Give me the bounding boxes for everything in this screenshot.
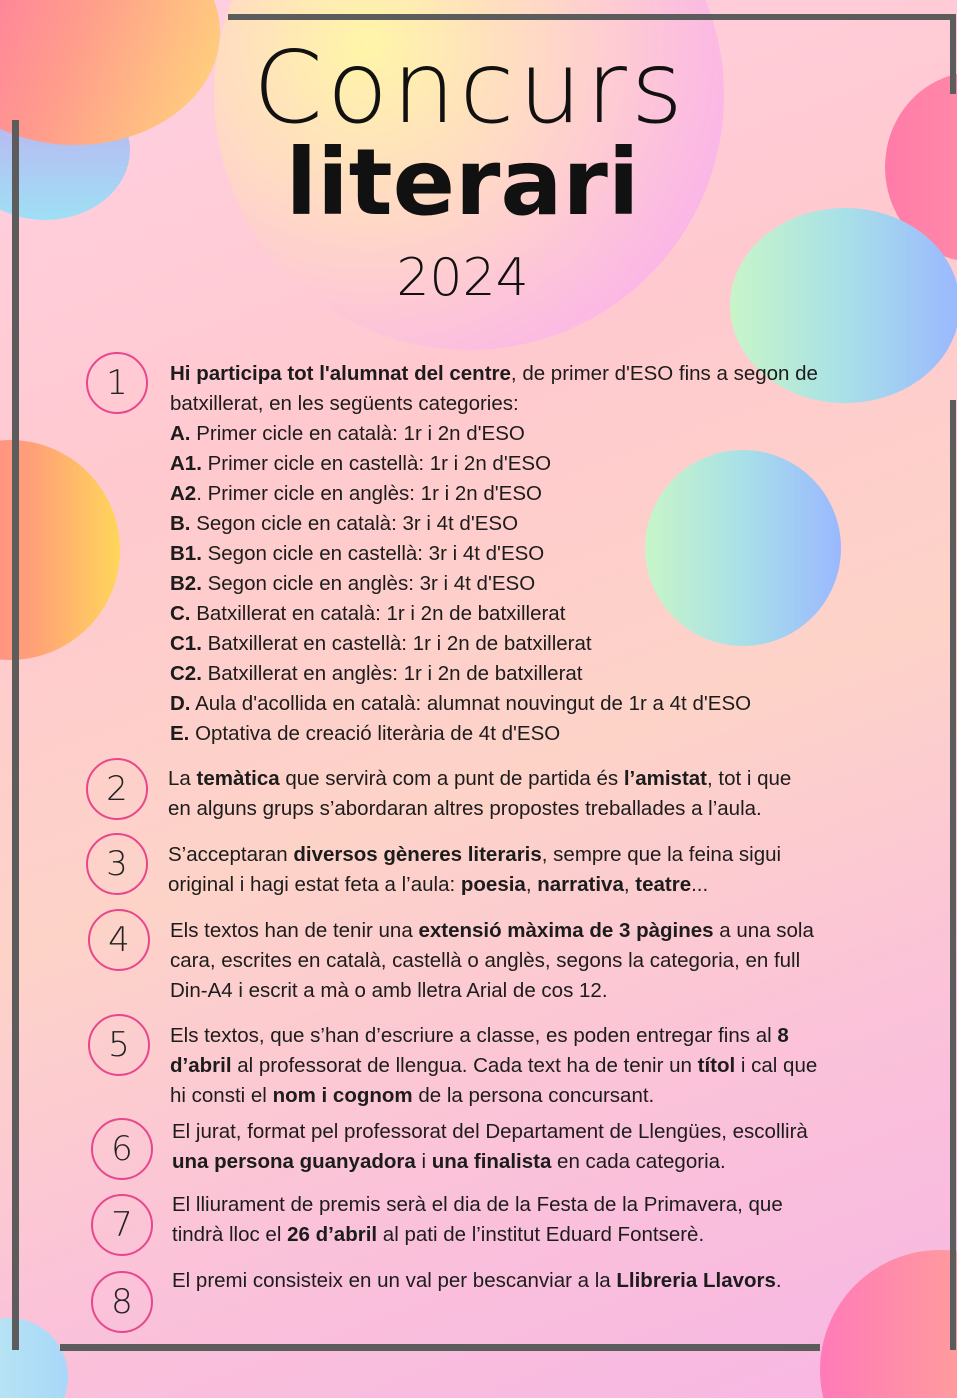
rule-text: a una sola [713, 919, 814, 942]
category-code: B. [170, 512, 191, 535]
rule-text: La [168, 767, 197, 790]
category-text: Primer cicle en català: 1r i 2n d'ESO [190, 422, 525, 445]
rule-4-line-1 [170, 916, 814, 946]
rule-text: , sempre que la feina sigui [541, 843, 782, 866]
category-text: Primer cicle en castellà: 1r i 2n d'ESO [201, 452, 552, 475]
frame-line-right [950, 14, 956, 94]
rule-highlight: d’abril [170, 1054, 232, 1077]
rule-6-line-1: El jurat, format pel professorat del Departament de Llengües, escollirà [172, 1120, 808, 1143]
category-b1 [170, 539, 818, 569]
decorative-circle-bottom-right [820, 1250, 957, 1398]
category-code: D. [170, 692, 191, 715]
category-text: Batxillerat en castellà: 1r i 2n de batxillerat [201, 632, 592, 655]
rule-highlight: narrativa [537, 873, 624, 896]
rule-text: ... [691, 873, 709, 896]
decorative-circle-bottom-left [0, 1318, 68, 1398]
rule-text: i cal que [735, 1054, 818, 1077]
category-text: Batxillerat en anglès: 1r i 2n de batxillerat [201, 662, 583, 685]
rule-highlight: títol [697, 1054, 736, 1077]
rule-highlight: l’amistat [623, 767, 707, 790]
category-text: . Primer cicle en anglès: 1r i 2n d'ESO [196, 482, 542, 505]
category-c [170, 599, 818, 629]
category-e [170, 719, 818, 749]
rule-text: Els textos, que s’han d’escriure a classe, es poden entregar fins al [170, 1024, 778, 1047]
rule-number-7: 7 [91, 1194, 153, 1256]
rule-4-line-2: cara, escrites en català, castellà o anglès, segons la categoria, en full [170, 949, 801, 972]
title-concurs: Concurs [253, 29, 687, 146]
rule-number-1: 1 [86, 352, 148, 414]
rule-text: tindrà lloc el [172, 1223, 288, 1246]
rule-5-line-2 [170, 1051, 817, 1081]
rule-text: hi consti el [170, 1084, 273, 1107]
category-code: A2 [170, 482, 197, 505]
category-d [170, 689, 818, 719]
rule-6-line-2 [172, 1147, 808, 1177]
rule-1 [170, 359, 818, 749]
category-code: B1. [170, 542, 202, 565]
category-text: Segon cicle en anglès: 3r i 4t d'ESO [201, 572, 536, 595]
category-a1 [170, 449, 818, 479]
rule-number-2: 2 [86, 758, 148, 820]
rule-text: de la persona concursant. [412, 1084, 655, 1107]
rule-highlight: diversos gèneres literaris [293, 843, 542, 866]
rule-highlight: poesia [460, 873, 526, 896]
rule-text: Els textos han de tenir una [170, 919, 419, 942]
rule-text: , [525, 873, 538, 896]
rule-highlight: una persona guanyadora [172, 1150, 416, 1173]
rule-text: , tot i que [707, 767, 792, 790]
rule-text: . [775, 1269, 782, 1292]
frame-line-top [228, 14, 956, 20]
rule-highlight: extensió màxima de 3 pàgines [418, 919, 714, 942]
rule-5-line-3 [170, 1081, 817, 1111]
category-text: Segon cicle en català: 3r i 4t d'ESO [190, 512, 519, 535]
rule-number-4: 4 [88, 909, 150, 971]
rule-4-line-3: Din-A4 i escrit a mà o amb lletra Arial de cos 12. [170, 979, 608, 1002]
rule-8 [172, 1266, 782, 1296]
rule-text: que servirà com a punt de partida és [279, 767, 624, 790]
rule-text: i [415, 1150, 432, 1173]
rule-text: , [623, 873, 636, 896]
category-code: A. [170, 422, 191, 445]
category-code: C1. [170, 632, 202, 655]
rule-6 [172, 1117, 808, 1177]
rule-2-line-1 [168, 764, 791, 794]
rule-4 [170, 916, 814, 1006]
rule-5 [170, 1021, 817, 1111]
rule-3-line-2 [168, 870, 781, 900]
rule-number-3: 3 [86, 833, 148, 895]
category-a [170, 419, 818, 449]
rule-highlight: una finalista [431, 1150, 552, 1173]
category-code: A1. [170, 452, 202, 475]
frame-line-bottom [60, 1344, 820, 1351]
rule-5-line-1 [170, 1021, 817, 1051]
rule-highlight: nom i cognom [272, 1084, 413, 1107]
category-code: E. [170, 722, 190, 745]
rule-number-6: 6 [91, 1118, 153, 1180]
rule-1-line-1 [170, 359, 818, 389]
rule-highlight: teatre [635, 873, 692, 896]
rule-3-line-1 [168, 840, 781, 870]
rule-number-5: 5 [88, 1014, 150, 1076]
category-text: Segon cicle en castellà: 3r i 4t d'ESO [201, 542, 545, 565]
category-text: Batxillerat en català: 1r i 2n de batxillerat [190, 602, 566, 625]
rule-text: S’acceptaran [168, 843, 294, 866]
rule-number-8: 8 [91, 1271, 153, 1333]
rule-1-text: , de primer d'ESO fins a segon de [510, 362, 818, 385]
rule-2-line-2: en alguns grups s’abordaran altres propostes treballades a l’aula. [168, 797, 762, 820]
rule-8-line-1 [172, 1266, 782, 1296]
rule-7-line-2 [172, 1220, 783, 1250]
category-a2 [170, 479, 818, 509]
category-text: Optativa de creació literària de 4t d'ESO [189, 722, 561, 745]
rule-highlight: 8 [777, 1024, 789, 1047]
category-c2 [170, 659, 818, 689]
rule-text: al pati de l’institut Eduard Fontserè. [377, 1223, 705, 1246]
rule-highlight: Llibreria Llavors [616, 1269, 776, 1292]
rule-1-line-2: batxillerat, en les següents categories: [170, 392, 519, 415]
frame-line-right-lower [950, 400, 956, 1350]
category-text: Aula d'acollida en català: alumnat nouvingut de 1r a 4t d'ESO [190, 692, 752, 715]
rule-3 [168, 840, 781, 900]
category-code: B2. [170, 572, 202, 595]
title-literari: literari [285, 129, 640, 236]
rule-text: al professorat de llengua. Cada text ha de tenir un [231, 1054, 698, 1077]
rule-2 [168, 764, 791, 824]
rule-highlight: 26 d’abril [287, 1223, 378, 1246]
rule-7-line-1: El lliurament de premis serà el dia de la Festa de la Primavera, que [172, 1193, 783, 1216]
category-b2 [170, 569, 818, 599]
rule-text: El premi consisteix en un val per bescanviar a la [172, 1269, 617, 1292]
category-code: C. [170, 602, 191, 625]
rule-1-highlight: Hi participa tot l'alumnat del centre [170, 362, 511, 385]
category-c1 [170, 629, 818, 659]
rule-text: en cada categoria. [551, 1150, 726, 1173]
category-b [170, 509, 818, 539]
rule-7 [172, 1190, 783, 1250]
category-code: C2. [170, 662, 202, 685]
rule-text: original i hagi estat feta a l’aula: [168, 873, 461, 896]
title-year: 2024 [396, 248, 529, 308]
rule-highlight: temàtica [196, 767, 280, 790]
